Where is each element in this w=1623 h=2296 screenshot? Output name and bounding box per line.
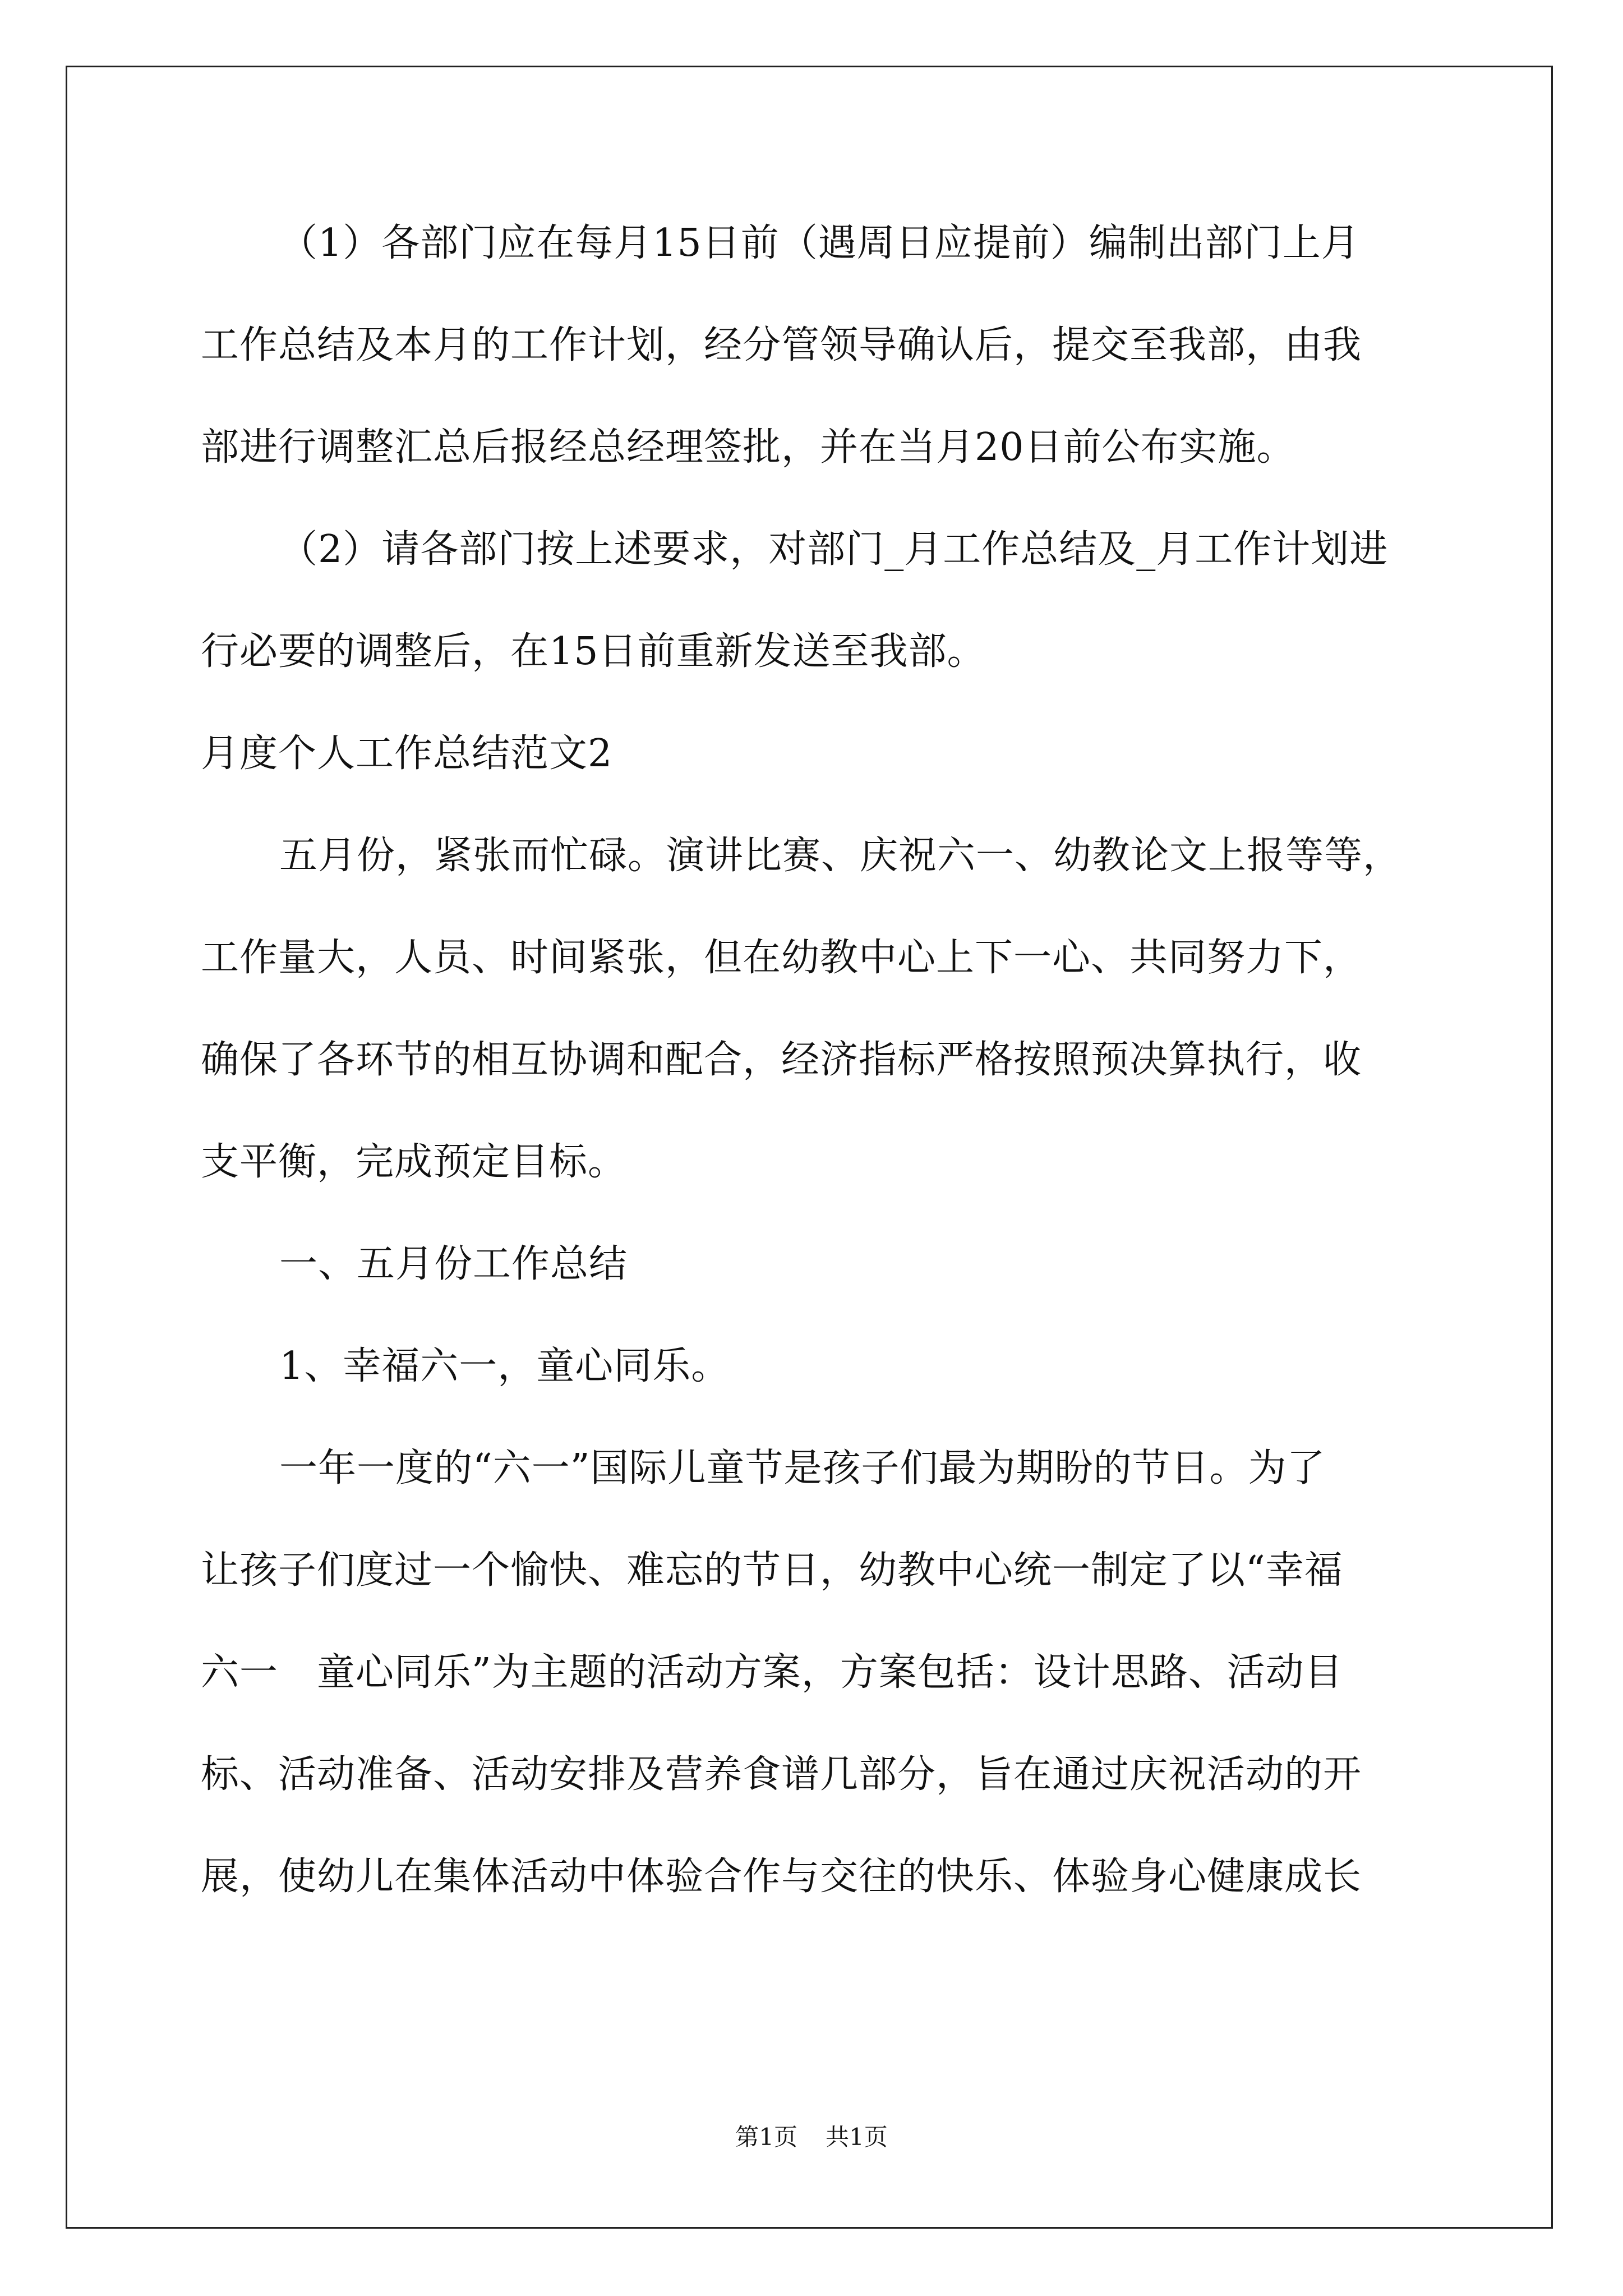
subsection-heading: 一、五月份工作总结 xyxy=(279,1242,628,1286)
paragraph-line: 工作总结及本月的工作计划，经分管领导确认后，提交至我部，由我 xyxy=(201,323,1362,367)
paragraph-line: 标、活动准备、活动安排及营养食谱几部分，旨在通过庆祝活动的开 xyxy=(201,1752,1362,1797)
paragraph-line: （2）请各部门按上述要求，对部门_月工作总结及_月工作计划进 xyxy=(279,527,1389,572)
subsection-heading: 1、幸福六一，童心同乐。 xyxy=(279,1344,730,1388)
paragraph-line: 支平衡，完成预定目标。 xyxy=(201,1140,627,1184)
document-body xyxy=(201,222,1435,1957)
paragraph-line: 部进行调整汇总后报经总经理签批，并在当月20日前公布实施。 xyxy=(201,425,1295,470)
paragraph-line: 展，使幼儿在集体活动中体验合作与交往的快乐、体验身心健康成长 xyxy=(201,1855,1362,1899)
page-footer xyxy=(0,2124,1623,2151)
paragraph-line: （1）各部门应在每月15日前（遇周日应提前）编制出部门上月 xyxy=(279,221,1360,265)
paragraph-line: 六一 童心同乐”为主题的活动方案，方案包括：设计思路、活动目 xyxy=(201,1650,1343,1695)
paragraph-line: 让孩子们度过一个愉快、难忘的节日，幼教中心统一制定了以“幸福 xyxy=(201,1548,1343,1593)
paragraph-line: 五月份，紧张而忙碌。演讲比赛、庆祝六一、幼教论文上报等等， xyxy=(279,834,1402,878)
page-total: 共1页 xyxy=(826,2123,888,2151)
section-heading: 月度个人工作总结范文2 xyxy=(201,731,613,776)
page-number: 第1页 xyxy=(735,2123,797,2151)
paragraph-line: 一年一度的“六一”国际儿童节是孩子们最为期盼的节日。为了 xyxy=(279,1446,1326,1490)
paragraph-line: 行必要的调整后，在15日前重新发送至我部。 xyxy=(201,629,986,674)
paragraph-line: 确保了各环节的相互协调和配合，经济指标严格按照预决算执行，收 xyxy=(201,1038,1362,1082)
paragraph-line: 工作量大，人员、时间紧张，但在幼教中心上下一心、共同努力下， xyxy=(201,936,1362,980)
